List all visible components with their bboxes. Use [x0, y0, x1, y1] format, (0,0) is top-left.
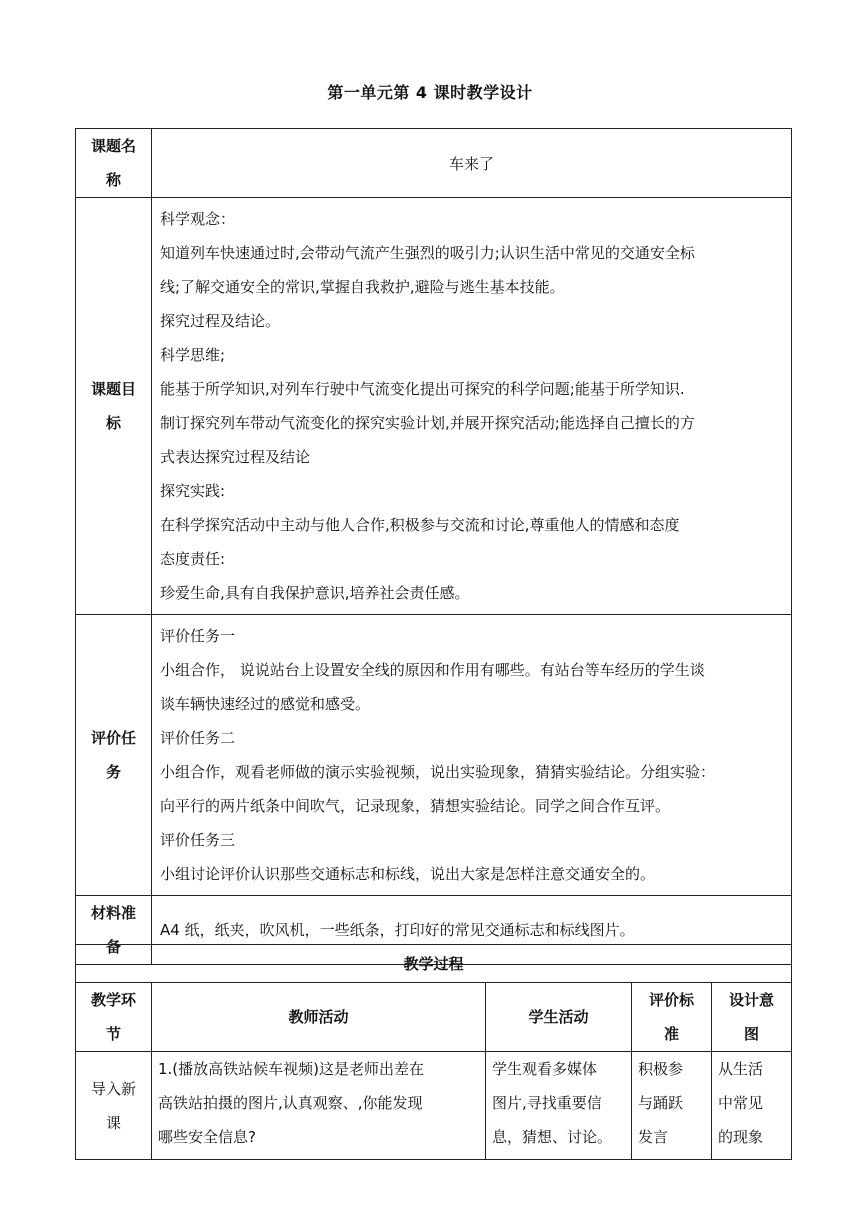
student-activity-cell: [486, 1052, 632, 1160]
goals-row: [76, 198, 792, 615]
header-design-line2: 图: [743, 1025, 759, 1043]
topic-row: [76, 129, 792, 198]
process-title-row: [76, 945, 792, 983]
goals-line: 线;了解交通安全的常识,掌握自我救护,避险与逃生基本技能。: [160, 278, 565, 296]
header-eval-line1: 评价标: [648, 991, 694, 1009]
student-line: 图片,寻找重要信: [492, 1094, 602, 1112]
stage-line1: 导入新: [90, 1079, 136, 1098]
design-line: 从生活: [718, 1060, 764, 1078]
design-line: 的现象: [718, 1128, 764, 1146]
goals-line: 制订探究列车带动气流变化的探究实验计划,并展开探究活动;能选择自己擅长的方: [160, 414, 695, 432]
teacher-line: 1.(播放高铁站候车视频)这是老师出差在: [158, 1060, 425, 1078]
stage-cell: [76, 1052, 152, 1160]
eval-criteria-cell: [632, 1052, 712, 1160]
tasks-line: 小组合作， 说说站台上设置安全线的原因和作用有哪些。有站台等车经历的学生谈: [160, 661, 705, 679]
topic-label-line1: 课题名: [90, 137, 136, 155]
page-title: 第一单元第 4 课时教学设计: [327, 83, 533, 102]
tasks-line: 小组讨论评价认识那些交通标志和标线，说出大家是怎样注意交通安全的。: [160, 865, 656, 883]
header-eval: [632, 983, 712, 1052]
process-title: 教学过程: [76, 945, 792, 983]
tasks-line: 评价任务二: [160, 729, 236, 747]
topic-label-line2: 称: [105, 171, 121, 189]
eval-line: 积极参: [638, 1060, 684, 1078]
header-eval-line2: 准: [663, 1025, 679, 1043]
tasks-label-line1: 评价任: [90, 729, 136, 747]
teacher-line: 高铁站拍摄的图片,认真观察、,你能发现: [158, 1094, 423, 1112]
eval-line: 发言: [638, 1128, 669, 1146]
stage-line2: 课: [105, 1113, 121, 1132]
eval-line: 与踊跃: [638, 1094, 684, 1112]
goals-line: 探究过程及结论。: [160, 312, 281, 330]
design-intent-cell: [712, 1052, 792, 1160]
header-stage: [76, 983, 152, 1052]
tasks-line: 谈车辆快速经过的感觉和感受。: [160, 695, 371, 713]
materials-label-line2: 备: [105, 938, 121, 956]
goals-line: 珍爱生命,具有自我保护意识,培养社会责任感。: [160, 584, 470, 602]
goals-content: [152, 198, 792, 615]
tasks-line: 小组合作，观看老师做的演示实验视频，说出实验现象，猜猜实验结论。分组实验：: [160, 763, 716, 781]
tasks-label-line2: 务: [105, 763, 121, 781]
teaching-process-table: [75, 944, 792, 1160]
materials-content: A4 纸，纸夹，吹风机，一些纸条，打印好的常见交通标志和标线图片。: [152, 896, 792, 965]
topic-label: [76, 129, 152, 198]
goals-line: 在科学探究活动中主动与他人合作,积极参与交流和讨论,尊重他人的情感和态度: [160, 516, 680, 534]
header-student: 学生活动: [486, 983, 632, 1052]
student-line: 学生观看多媒体: [492, 1060, 598, 1078]
goals-line: 科学观念：: [160, 210, 236, 228]
goals-line: 能基于所学知识,对列车行驶中气流变化提出可探究的科学问题;能基于所学知识.: [160, 380, 685, 398]
goals-line: 探究实践:: [160, 482, 226, 500]
tasks-label: [76, 615, 152, 896]
topic-value: 车来了: [152, 129, 792, 198]
header-teacher: 教师活动: [152, 983, 486, 1052]
goals-line: 态度责任:: [160, 550, 226, 568]
design-line: 中常见: [718, 1094, 764, 1112]
goals-line: 科学思维;: [160, 346, 226, 364]
tasks-line: 评价任务三: [160, 831, 236, 849]
tasks-line: 向平行的两片纸条中间吹气，记录现象，猜想实验结论。同学之间合作互评。: [160, 797, 671, 815]
teacher-activity-cell: [152, 1052, 486, 1160]
teacher-line: 哪些安全信息?: [158, 1128, 256, 1146]
header-stage-line1: 教学环: [90, 991, 136, 1009]
student-line: 息，猜想、讨论。: [492, 1128, 613, 1146]
header-stage-line2: 节: [105, 1025, 121, 1043]
goals-label-line1: 课题目: [90, 380, 136, 398]
goals-line: 式表达探究过程及结论: [160, 448, 311, 466]
process-header-row: [76, 983, 792, 1052]
header-design-line1: 设计意: [728, 991, 774, 1009]
goals-label: [76, 198, 152, 615]
lesson-info-table: [75, 128, 792, 965]
tasks-content: [152, 615, 792, 896]
header-design: [712, 983, 792, 1052]
goals-line: 知道列车快速通过时,会带动气流产生强烈的吸引力;认识生活中常见的交通安全标: [160, 244, 695, 262]
materials-label-line1: 材料准: [90, 904, 136, 922]
tasks-row: [76, 615, 792, 896]
goals-label-line2: 标: [105, 414, 121, 432]
process-row-intro: [76, 1052, 792, 1160]
tasks-line: 评价任务一: [160, 627, 236, 645]
